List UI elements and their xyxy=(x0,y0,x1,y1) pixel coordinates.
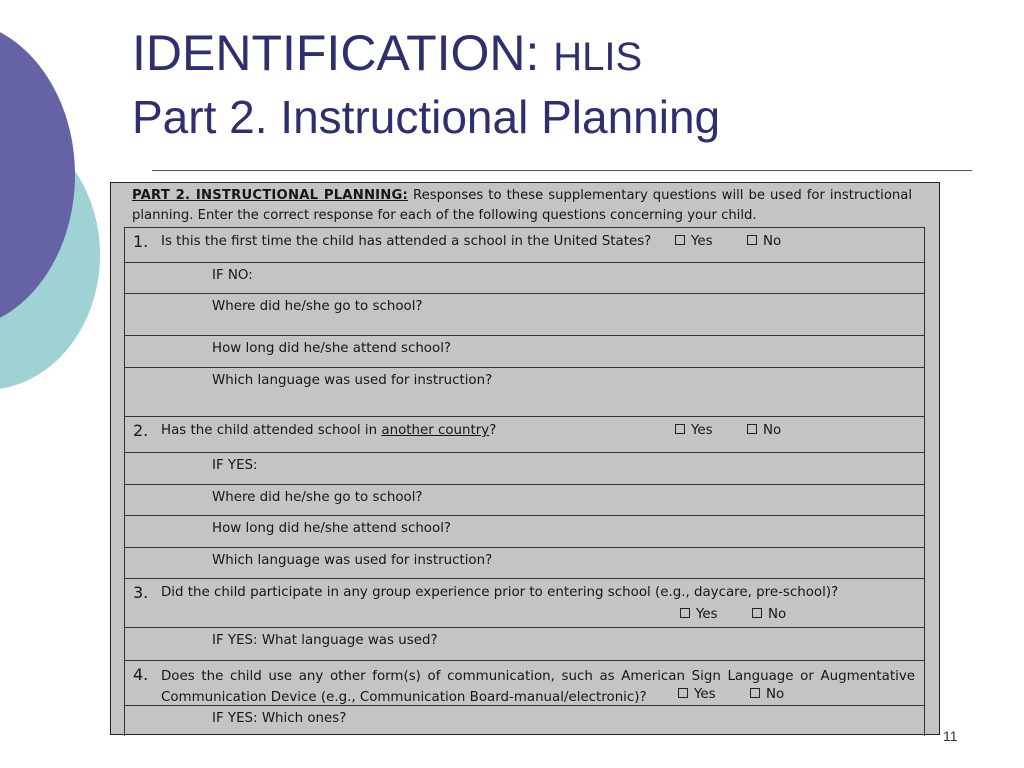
form-scan xyxy=(110,182,940,735)
title-sub: HLIS xyxy=(553,35,643,79)
no-option: No xyxy=(752,607,786,622)
question-number: 1. xyxy=(133,232,149,251)
question-number: 4. xyxy=(133,665,149,684)
no-option: No xyxy=(747,234,781,249)
question-text: Did the child participate in any group experience prior to entering school (e.g., daycare, pre-school)? xyxy=(161,585,839,600)
question-row-3 xyxy=(125,578,924,628)
form-header-text: Responses to these supplementary questions will be used for instructional planning. Enter the correct response for each of the following questions concerning your child. xyxy=(132,188,912,223)
checkbox-icon xyxy=(678,688,688,698)
question-row-1-sub3 xyxy=(125,367,924,417)
no-option: No xyxy=(750,687,784,702)
question-number: 2. xyxy=(133,421,149,440)
sub-question: How long did he/she attend school? xyxy=(212,521,452,536)
question-row-2-sub2 xyxy=(125,515,924,548)
checkbox-icon xyxy=(675,235,685,245)
title-divider xyxy=(152,170,972,171)
question-row-1-sub2 xyxy=(125,335,924,368)
sub-question: Where did he/she go to school? xyxy=(212,490,423,505)
question-row-3-followup xyxy=(125,627,924,661)
checkbox-icon xyxy=(675,424,685,434)
question-row-4 xyxy=(125,660,924,706)
question-number: 3. xyxy=(133,583,149,602)
sub-question: Which language was used for instruction? xyxy=(212,553,493,568)
question-row-1 xyxy=(125,227,924,263)
sub-question: Which language was used for instruction? xyxy=(212,373,493,388)
question-text: Has the child attended school in another country? xyxy=(161,423,497,438)
page-number: 11 xyxy=(943,728,958,744)
question-text: Does the child use any other form(s) of communication, such as American Sign Language or Augmentative Communication Device (e.g., Communication Board-manual/electronic)? xyxy=(161,669,915,705)
question-row-1-sub1 xyxy=(125,293,924,336)
sub-question: How long did he/she attend school? xyxy=(212,341,452,356)
checkbox-icon xyxy=(752,608,762,618)
sub-question: Where did he/she go to school? xyxy=(212,299,423,314)
condition-label: IF NO: xyxy=(212,268,253,283)
title-main: IDENTIFICATION: xyxy=(132,25,554,81)
checkbox-icon xyxy=(747,424,757,434)
sub-question: IF YES: What language was used? xyxy=(212,633,438,648)
checkbox-icon xyxy=(750,688,760,698)
question-row-4-followup xyxy=(125,705,924,737)
question-row-2 xyxy=(125,416,924,453)
question-row-2-condition xyxy=(125,452,924,485)
form-header: PART 2. INSTRUCTIONAL PLANNING: xyxy=(132,188,409,203)
question-text: Is this the first time the child has attended a school in the United States? xyxy=(161,234,652,249)
yes-option: Yes xyxy=(678,687,716,702)
slide-subtitle: Part 2. Instructional Planning xyxy=(132,91,721,143)
slide-title xyxy=(132,22,720,146)
condition-label: IF YES: xyxy=(212,458,258,473)
checkbox-icon xyxy=(747,235,757,245)
form-intro xyxy=(132,186,912,225)
question-row-2-sub1 xyxy=(125,484,924,516)
no-option: No xyxy=(747,423,781,438)
yes-option: Yes xyxy=(675,234,713,249)
question-row-1-condition xyxy=(125,262,924,294)
question-row-2-sub3 xyxy=(125,547,924,579)
sub-question: IF YES: Which ones? xyxy=(212,711,347,726)
question-table xyxy=(124,227,925,736)
checkbox-icon xyxy=(680,608,690,618)
yes-option: Yes xyxy=(680,607,718,622)
yes-option: Yes xyxy=(675,423,713,438)
